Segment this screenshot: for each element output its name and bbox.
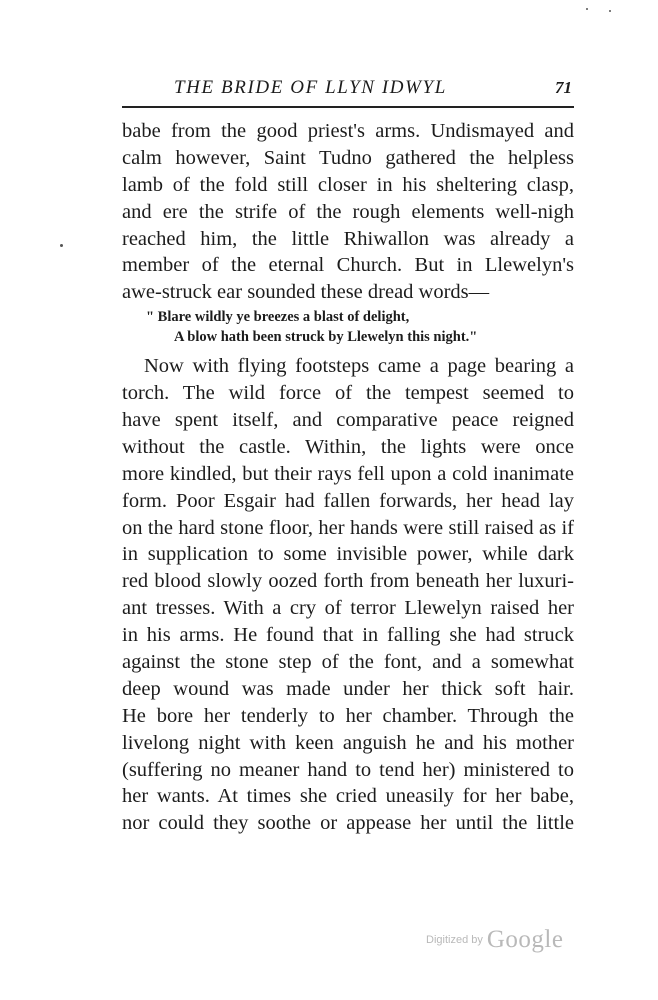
text-line: torch. The wild force of the tempest seemed to (122, 382, 574, 405)
scan-speck (60, 244, 63, 247)
text-line: form. Poor Esgair had fallen forwards, her head lay (122, 489, 574, 512)
text-line: babe from the good priest's arms. Undismayed and (122, 120, 574, 142)
text-line: nor could they soothe or appease her until the little (122, 812, 574, 835)
text-line: and ere the strife of the rough elements well-nigh (122, 200, 574, 223)
running-title: THE BRIDE OF LLYN IDWYL (174, 77, 447, 98)
text-line: against the stone step of the font, and a somewhat (122, 651, 574, 674)
text-line: have spent itself, and comparative peace reigned (122, 409, 574, 432)
paragraph-2 (122, 353, 574, 837)
verse-line: " Blare wildly ye breezes a blast of delight, (146, 309, 410, 326)
text-line: livelong night with keen anguish he and his mother (122, 731, 574, 754)
text-line: red blood slowly oozed forth from beneath her luxuri- (122, 570, 574, 593)
watermark-prefix: Digitized by (426, 934, 483, 946)
text-line: in his arms. He found that in falling she had struck (122, 624, 574, 647)
text-line: lamb of the fold still closer in his sheltering clasp, (122, 173, 574, 196)
text-line: calm however, Saint Tudno gathered the helpless (122, 146, 574, 169)
text-line: member of the eternal Church. But in Llewelyn's (122, 254, 574, 277)
text-line: in supplication to some invisible power, while dark (122, 543, 574, 566)
text-line: (suffering no meaner hand to tend her) ministered to (122, 758, 574, 781)
paragraph-1 (122, 118, 574, 306)
body-text (122, 118, 574, 837)
header-rule (122, 106, 574, 108)
text-line: on the hard stone floor, her hands were still raised as if (122, 516, 574, 539)
text-line: He bore her tenderly to her chamber. Through the (122, 704, 574, 727)
scan-speck (609, 10, 611, 12)
google-logo: Google (486, 926, 564, 953)
text-line: awe-struck ear sounded these dread words— (122, 281, 490, 304)
text-line: without the castle. Within, the lights were once (122, 435, 574, 458)
page-number: 71 (555, 78, 572, 97)
running-head (122, 76, 574, 106)
text-line: ant tresses. With a cry of terror Llewelyn raised her (122, 597, 574, 620)
verse-line: A blow hath been struck by Llewelyn this night." (174, 328, 478, 345)
text-line: more kindled, but their rays fell upon a cold inanimate (122, 462, 574, 485)
text-line: reached him, the little Rhiwallon was already a (122, 227, 574, 250)
scan-speck (586, 8, 588, 10)
text-line: her wants. At times she cried uneasily for her babe, (122, 785, 574, 808)
verse-quote (122, 308, 574, 347)
digitized-watermark (426, 926, 563, 954)
text-line: deep wound was made under her thick soft hair. (122, 677, 574, 700)
text-line: Now with flying footsteps came a page bearing a (144, 355, 574, 378)
